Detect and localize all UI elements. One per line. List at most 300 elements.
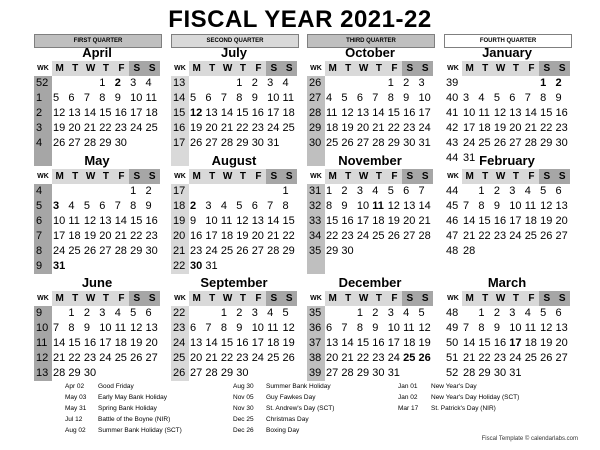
day-cell [220, 259, 235, 274]
day-cell: 12 [540, 200, 553, 212]
day-cell [462, 306, 477, 321]
month-grid [307, 169, 433, 274]
day-cell: 4 [372, 185, 379, 197]
day-cell [98, 259, 113, 274]
day-cell: 21 [205, 352, 218, 364]
holiday-item [65, 414, 182, 425]
holiday-date: Jan 01 [398, 383, 418, 390]
day-cell: 20 [555, 337, 568, 349]
day-cell [325, 306, 340, 321]
day-cell: 25 [267, 352, 280, 364]
holiday-item [398, 392, 519, 403]
week-number: 15 [171, 106, 189, 121]
day-cell [129, 259, 144, 274]
day-cell [145, 259, 160, 274]
week-number: 10 [34, 321, 52, 336]
day-cell [418, 244, 433, 259]
week-number: 39 [307, 366, 325, 381]
day-cell: 9 [493, 322, 500, 334]
week-number: 26 [307, 76, 325, 91]
day-cell: 5 [540, 185, 547, 197]
day-cell: 6 [205, 92, 212, 104]
quarter-header-4: FOURTH QUARTER [444, 34, 572, 48]
day-cell: 24 [267, 122, 280, 134]
day-cell [129, 136, 144, 151]
week-number: 37 [307, 336, 325, 351]
day-cell: 9 [236, 322, 243, 334]
day-cell: 21 [267, 230, 280, 242]
day-cell: 21 [83, 122, 97, 134]
day-cell: 12 [282, 322, 295, 334]
weekday-header: T [204, 61, 219, 76]
holiday-date: Nov 30 [233, 405, 254, 412]
day-cell: 2 [555, 77, 562, 89]
day-cell: 29 [236, 137, 249, 149]
day-cell: 19 [540, 337, 553, 349]
week-number: 40 [444, 91, 462, 106]
day-cell: 30 [236, 367, 249, 379]
weekday-header: S [418, 169, 433, 184]
day-cell: 17 [509, 337, 522, 349]
day-cell: 25 [524, 230, 537, 242]
day-cell: 9 [403, 92, 410, 104]
holiday-item [65, 403, 182, 414]
day-cell: 16 [493, 215, 507, 227]
day-cell: 10 [130, 92, 143, 104]
week-number-header: WK [34, 61, 52, 76]
day-cell: 25 [114, 352, 127, 364]
month-name: November [338, 153, 402, 168]
day-cell: 10 [387, 322, 400, 334]
day-cell: 10 [509, 200, 522, 212]
day-cell: 22 [99, 122, 112, 134]
holiday-name: Good Friday [98, 383, 134, 390]
day-cell: 13 [251, 215, 264, 227]
day-cell: 30 [372, 367, 385, 379]
day-cell: 4 [145, 77, 152, 89]
day-cell [189, 184, 204, 199]
weekday-header: W [493, 61, 508, 76]
week-number: 13 [171, 76, 189, 91]
day-cell: 16 [493, 337, 507, 349]
day-cell: 3 [387, 307, 394, 319]
day-cell: 12 [236, 215, 249, 227]
day-cell: 15 [130, 215, 143, 227]
day-cell: 26 [341, 137, 354, 149]
month-5 [171, 153, 297, 274]
day-cell: 10 [205, 215, 218, 227]
weekday-header: W [220, 291, 235, 306]
weekday-header: F [387, 61, 402, 76]
day-cell: 2 [190, 200, 197, 212]
day-cell: 13 [145, 322, 158, 334]
weekday-header: T [371, 61, 386, 76]
week-number: 49 [444, 321, 462, 336]
day-cell: 26 [236, 245, 249, 257]
day-cell: 7 [205, 322, 212, 334]
day-cell: 25 [145, 122, 158, 134]
day-cell: 11 [372, 200, 384, 212]
day-cell [539, 366, 554, 381]
day-cell: 7 [267, 200, 274, 212]
day-cell: 16 [114, 107, 127, 119]
day-cell: 23 [493, 352, 507, 364]
day-cell: 9 [251, 92, 258, 104]
day-cell [418, 366, 433, 381]
day-cell: 1 [220, 307, 227, 319]
day-cell: 30 [190, 260, 203, 272]
day-cell: 24 [356, 230, 370, 242]
day-cell: 23 [114, 122, 127, 134]
week-number-header: WK [444, 61, 462, 76]
day-cell: 4 [220, 200, 227, 212]
day-cell: 5 [190, 92, 197, 104]
day-cell: 8 [478, 200, 485, 212]
weekday-header: S [402, 61, 417, 76]
day-cell: 16 [83, 337, 97, 349]
day-cell: 6 [190, 322, 197, 334]
month-6 [307, 153, 433, 274]
weekday-header: S [418, 291, 433, 306]
day-cell: 5 [282, 307, 289, 319]
day-cell [282, 366, 297, 381]
month-name: September [200, 275, 268, 290]
day-cell: 30 [251, 137, 264, 149]
week-number: 23 [171, 321, 189, 336]
weekday-header: S [539, 169, 554, 184]
month-1 [171, 45, 297, 166]
day-cell: 4 [326, 92, 333, 104]
day-cell: 14 [418, 200, 431, 212]
weekday-header: F [251, 169, 266, 184]
day-cell: 12 [83, 215, 97, 227]
week-number: 47 [444, 229, 462, 244]
day-cell: 30 [493, 367, 507, 379]
day-cell: 3 [463, 92, 470, 104]
day-cell: 28 [114, 245, 127, 257]
weekday-header: M [462, 169, 477, 184]
weekday-header: F [524, 291, 539, 306]
day-cell: 14 [267, 215, 280, 227]
day-cell: 19 [130, 337, 143, 349]
weekday-header: S [282, 61, 297, 76]
weekday-header: M [325, 61, 340, 76]
day-cell: 29 [220, 367, 234, 379]
day-cell [371, 244, 386, 259]
holiday-item [233, 414, 334, 425]
day-cell [266, 184, 281, 199]
month-grid [307, 291, 433, 381]
week-number: 18 [171, 199, 189, 214]
day-cell: 3 [53, 200, 60, 212]
day-cell [340, 259, 355, 274]
day-cell [145, 136, 160, 151]
month-name: May [84, 153, 110, 168]
day-cell: 28 [463, 245, 476, 257]
day-cell: 7 [83, 92, 90, 104]
day-cell: 16 [372, 337, 385, 349]
day-cell: 29 [540, 137, 553, 149]
week-number: 25 [171, 351, 189, 366]
day-cell: 19 [53, 122, 66, 134]
week-number-header: WK [34, 169, 52, 184]
holiday-list-2 [233, 381, 334, 436]
day-cell [266, 259, 281, 274]
day-cell: 26 [418, 352, 431, 364]
day-cell: 24 [418, 122, 431, 134]
weekday-header: S [129, 61, 144, 76]
weekday-header: F [387, 169, 402, 184]
day-cell: 15 [236, 107, 249, 119]
weekday-header: F [251, 291, 266, 306]
weekday-header: S [145, 61, 160, 76]
day-cell: 26 [190, 137, 203, 149]
day-cell: 31 [53, 260, 66, 272]
week-number: 16 [171, 121, 189, 136]
day-cell: 13 [205, 107, 218, 119]
day-cell: 8 [326, 200, 333, 212]
day-cell: 1 [99, 77, 106, 89]
day-cell: 23 [555, 122, 568, 134]
week-number: 2 [34, 106, 52, 121]
month-grid [444, 291, 570, 381]
day-cell: 22 [478, 230, 491, 242]
day-cell: 25 [68, 245, 81, 257]
day-cell: 8 [387, 92, 394, 104]
weekday-header: T [477, 291, 492, 306]
day-cell: 9 [114, 92, 121, 104]
day-cell: 13 [99, 215, 112, 227]
day-cell: 30 [403, 137, 416, 149]
holiday-list-3 [398, 381, 519, 414]
day-cell: 28 [83, 137, 97, 149]
day-cell: 16 [403, 107, 416, 119]
day-cell [402, 366, 417, 381]
day-cell: 21 [524, 122, 537, 134]
day-cell: 13 [555, 322, 568, 334]
holiday-name: Summer Bank Holiday (SCT) [98, 427, 182, 434]
day-cell: 7 [524, 92, 531, 104]
holiday-item [233, 425, 334, 436]
day-cell [508, 244, 523, 259]
holiday-date: Jan 02 [398, 394, 418, 401]
day-cell: 8 [130, 200, 137, 212]
footer-credit: Fiscal Template © calendarlabs.com [481, 436, 578, 442]
week-number: 22 [171, 259, 189, 274]
month-name: April [82, 45, 112, 60]
day-cell: 4 [478, 92, 485, 104]
day-cell [508, 76, 523, 91]
day-cell: 5 [540, 307, 547, 319]
day-cell: 28 [524, 137, 537, 149]
weekday-header: T [98, 61, 113, 76]
weekday-header: M [52, 291, 67, 306]
day-cell [235, 259, 250, 274]
day-cell: 25 [326, 137, 339, 149]
day-cell: 26 [540, 230, 553, 242]
weekday-header: T [67, 291, 82, 306]
day-cell: 29 [68, 367, 81, 379]
day-cell [462, 259, 477, 274]
day-cell: 20 [326, 352, 339, 364]
day-cell [539, 244, 554, 259]
month-11 [444, 275, 570, 381]
day-cell [114, 366, 129, 381]
day-cell: 15 [478, 337, 491, 349]
day-cell: 22 [236, 122, 249, 134]
weekday-header: F [251, 61, 266, 76]
weekday-header: M [189, 61, 204, 76]
day-cell: 11 [524, 322, 537, 334]
day-cell [98, 184, 113, 199]
day-cell: 20 [509, 122, 522, 134]
day-cell: 18 [478, 122, 491, 134]
week-number: 44 [444, 184, 462, 199]
day-cell: 8 [220, 322, 227, 334]
day-cell: 19 [387, 215, 400, 227]
day-cell: 1 [130, 185, 137, 197]
weekday-header: S [266, 291, 281, 306]
day-cell: 17 [205, 230, 218, 242]
weekday-header: T [477, 61, 492, 76]
day-cell: 19 [493, 122, 507, 134]
day-cell: 22 [326, 230, 339, 242]
day-cell: 9 [341, 200, 348, 212]
day-cell [114, 259, 129, 274]
day-cell: 21 [463, 352, 476, 364]
day-cell: 13 [326, 337, 339, 349]
day-cell: 3 [99, 307, 106, 319]
day-cell: 20 [251, 230, 264, 242]
day-cell: 7 [463, 200, 470, 212]
day-cell: 10 [267, 92, 280, 104]
week-number: 27 [307, 91, 325, 106]
day-cell: 18 [267, 337, 280, 349]
weekday-header: W [493, 291, 508, 306]
day-cell: 13 [356, 107, 370, 119]
day-cell: 5 [493, 92, 500, 104]
day-cell: 2 [145, 185, 152, 197]
day-cell: 27 [509, 137, 522, 149]
day-cell: 11 [478, 107, 490, 119]
month-4 [34, 153, 160, 274]
holiday-date: Aug 02 [65, 427, 86, 434]
week-number: 28 [307, 106, 325, 121]
day-cell [204, 184, 219, 199]
day-cell: 4 [282, 77, 289, 89]
day-cell: 31 [463, 152, 476, 164]
day-cell [524, 76, 539, 91]
day-cell: 5 [236, 200, 243, 212]
day-cell [67, 184, 82, 199]
weekday-header: T [98, 169, 113, 184]
day-cell [114, 184, 129, 199]
day-cell: 17 [267, 107, 280, 119]
day-cell [52, 76, 67, 91]
day-cell [493, 259, 508, 274]
weekday-header: S [555, 291, 570, 306]
day-cell: 7 [114, 200, 121, 212]
day-cell [220, 76, 235, 91]
day-cell [204, 306, 219, 321]
day-cell: 23 [493, 230, 507, 242]
week-number: 39 [444, 76, 462, 91]
day-cell: 31 [205, 260, 218, 272]
day-cell: 18 [282, 107, 295, 119]
day-cell: 6 [509, 92, 516, 104]
weekday-header: S [539, 61, 554, 76]
holiday-date: May 31 [65, 405, 87, 412]
day-cell: 17 [356, 215, 370, 227]
holiday-name: St. Andrew's Day (SCT) [266, 405, 335, 412]
day-cell: 2 [341, 185, 348, 197]
day-cell: 8 [99, 92, 106, 104]
day-cell: 21 [341, 352, 354, 364]
day-cell: 12 [387, 200, 400, 212]
month-name: February [479, 153, 535, 168]
day-cell: 6 [68, 92, 75, 104]
day-cell: 21 [114, 230, 127, 242]
week-number: 35 [307, 306, 325, 321]
day-cell: 4 [524, 185, 531, 197]
day-cell: 12 [341, 107, 354, 119]
day-cell: 22 [130, 230, 143, 242]
week-number: 9 [34, 306, 52, 321]
day-cell: 4 [267, 307, 274, 319]
month-name: June [81, 275, 113, 290]
day-cell: 11 [267, 322, 279, 334]
day-cell [477, 76, 492, 91]
holiday-item [233, 403, 334, 414]
day-cell [524, 244, 539, 259]
month-grid [444, 169, 570, 274]
day-cell: 14 [205, 337, 218, 349]
day-cell: 11 [403, 322, 415, 334]
weekday-header: S [418, 61, 433, 76]
day-cell [83, 184, 98, 199]
week-number: 38 [307, 351, 325, 366]
day-cell: 13 [509, 107, 522, 119]
day-cell: 3 [205, 200, 212, 212]
holiday-date: Jul 12 [65, 416, 83, 423]
day-cell: 9 [555, 92, 562, 104]
day-cell: 3 [251, 307, 258, 319]
day-cell: 1 [540, 77, 547, 89]
day-cell: 27 [326, 367, 339, 379]
week-number: 24 [171, 336, 189, 351]
weekday-header: F [387, 291, 402, 306]
holiday-item [65, 425, 182, 436]
day-cell: 7 [341, 322, 348, 334]
week-number: 22 [171, 306, 189, 321]
weekday-header: F [114, 169, 129, 184]
day-cell: 28 [53, 367, 66, 379]
weekday-header: S [402, 169, 417, 184]
day-cell [402, 259, 417, 274]
day-cell: 6 [251, 200, 258, 212]
day-cell: 18 [326, 122, 339, 134]
day-cell: 9 [493, 200, 500, 212]
day-cell: 5 [130, 307, 137, 319]
day-cell: 12 [540, 322, 553, 334]
day-cell: 18 [403, 337, 416, 349]
day-cell: 8 [478, 322, 485, 334]
day-cell: 23 [145, 230, 158, 242]
day-cell: 30 [341, 245, 354, 257]
day-cell: 24 [205, 245, 218, 257]
day-cell: 24 [509, 352, 522, 364]
week-number: 30 [307, 136, 325, 151]
